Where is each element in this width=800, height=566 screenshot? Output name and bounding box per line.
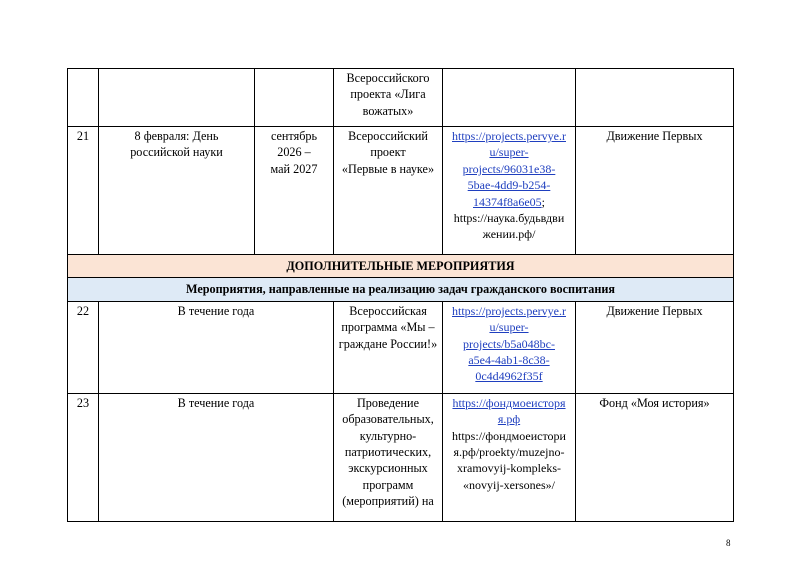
row-number-cell bbox=[68, 301, 99, 393]
event-text: экскурсионных bbox=[348, 461, 428, 476]
period-text: май 2027 bbox=[270, 161, 318, 176]
row-number: 21 bbox=[76, 129, 90, 143]
event-text: образовательных, bbox=[342, 412, 434, 427]
organizer-cell bbox=[576, 69, 734, 127]
organizer-cell bbox=[576, 127, 734, 255]
link-separator: ; bbox=[541, 194, 545, 209]
subsection-header-row bbox=[68, 278, 734, 301]
organizer-text: Фонд «Моя история» bbox=[599, 395, 710, 410]
project-link[interactable]: 0c4d4962f35f bbox=[475, 369, 543, 384]
site-url-text: я.рф/proekty/muzejno- bbox=[453, 445, 565, 460]
event-cell bbox=[334, 301, 443, 393]
site-url-text: xramovyij-kompleks- bbox=[457, 461, 561, 476]
organizer-cell bbox=[576, 301, 734, 393]
link-cell bbox=[443, 69, 576, 127]
date-cell bbox=[99, 393, 334, 521]
event-cell bbox=[334, 127, 443, 255]
project-link[interactable]: projects/96031e38- bbox=[462, 161, 556, 176]
event-text: граждане России!» bbox=[338, 336, 438, 351]
date-cell bbox=[99, 301, 334, 393]
table-row bbox=[68, 393, 734, 521]
date-cell bbox=[99, 127, 255, 255]
site-url-text: жении.рф/ bbox=[482, 227, 536, 242]
project-link[interactable]: u/super- bbox=[489, 320, 529, 335]
project-link[interactable]: я.рф bbox=[497, 412, 521, 427]
site-url-text: https://фондмоеистори bbox=[452, 428, 566, 443]
event-text: проекта «Лига bbox=[350, 87, 426, 102]
events-table bbox=[67, 68, 734, 522]
period-cell bbox=[255, 127, 334, 255]
event-text: Всероссийский bbox=[348, 129, 428, 143]
event-text: Проведение bbox=[357, 395, 419, 410]
link-cell bbox=[443, 301, 576, 393]
organizer-text: Движение Первых bbox=[606, 303, 703, 318]
event-text: патриотических, bbox=[344, 445, 432, 460]
project-link[interactable]: https://projects.pervye.r bbox=[452, 303, 566, 318]
row-number-cell bbox=[68, 127, 99, 255]
event-text: программа «Мы – bbox=[341, 320, 435, 335]
project-link[interactable]: 14374f8a6e05 bbox=[473, 194, 542, 209]
site-url-text: https://наука.будьвдви bbox=[453, 211, 565, 226]
event-text: вожатых» bbox=[362, 103, 414, 118]
page-number: 8 bbox=[726, 538, 731, 548]
date-text: В течение года bbox=[177, 395, 255, 410]
event-text: программ bbox=[362, 477, 414, 492]
event-text: «Первые в науке» bbox=[341, 161, 435, 176]
table-row bbox=[68, 301, 734, 393]
organizer-text: Движение Первых bbox=[606, 129, 703, 143]
row-number-cell bbox=[68, 393, 99, 521]
event-text: проект bbox=[370, 145, 406, 160]
period-cell bbox=[255, 69, 334, 127]
row-number: 23 bbox=[76, 395, 90, 410]
event-text: Всероссийская bbox=[349, 303, 427, 318]
row-number-cell bbox=[68, 69, 99, 127]
link-cell bbox=[443, 127, 576, 255]
section-header-row bbox=[68, 255, 734, 278]
event-text: Всероссийского bbox=[346, 71, 430, 85]
date-text: В течение года bbox=[177, 303, 255, 318]
project-link[interactable]: https://фондмоеисторя bbox=[452, 395, 566, 410]
site-url-text: «novyij-xersones»/ bbox=[463, 477, 555, 492]
project-link[interactable]: 5bae-4dd9-b254- bbox=[467, 178, 551, 193]
event-cell bbox=[334, 69, 443, 127]
date-cell bbox=[99, 69, 255, 127]
organizer-cell bbox=[576, 393, 734, 521]
project-link[interactable]: a5e4-4ab1-8c38- bbox=[468, 353, 550, 368]
date-text: 8 февраля: День bbox=[134, 129, 219, 143]
event-cell bbox=[334, 393, 443, 521]
period-text: сентябрь bbox=[270, 129, 318, 143]
link-cell bbox=[443, 393, 576, 521]
event-text: культурно- bbox=[359, 428, 417, 443]
project-link[interactable]: projects/b5a048bc- bbox=[463, 336, 555, 351]
table-row bbox=[68, 127, 734, 255]
subsection-title: Мероприятия, направленные на реализацию задач гражданского воспитания bbox=[68, 278, 734, 301]
project-link[interactable]: https://projects.pervye.r bbox=[452, 129, 566, 143]
event-text: (мероприятий) на bbox=[342, 494, 434, 509]
table-row bbox=[68, 69, 734, 127]
project-link[interactable]: u/super- bbox=[489, 145, 529, 160]
date-text: российской науки bbox=[130, 145, 223, 160]
section-title: ДОПОЛНИТЕЛЬНЫЕ МЕРОПРИЯТИЯ bbox=[68, 255, 734, 278]
period-text: 2026 – bbox=[277, 145, 311, 160]
row-number: 22 bbox=[76, 303, 90, 318]
